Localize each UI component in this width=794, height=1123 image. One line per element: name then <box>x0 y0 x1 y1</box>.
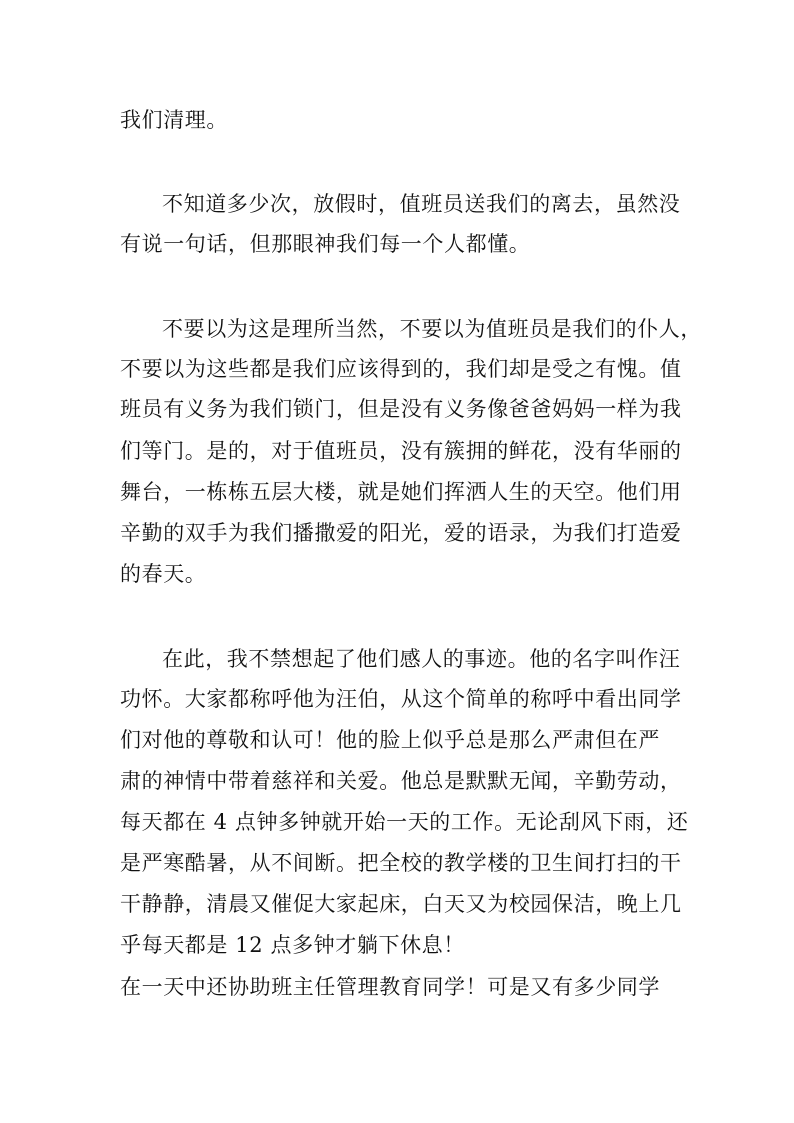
text-line: 辛勤的双手为我们播撒爱的阳光，爱的语录，为我们打造爱 <box>120 521 682 545</box>
text-line: 有说一句话，但那眼神我们每一个人都懂。 <box>120 232 531 256</box>
text-line: 在此，我不禁想起了他们感人的事迹。他的名字叫作汪 <box>162 647 681 671</box>
text-line: 不要以为这是理所当然，不要以为值班员是我们的仆人， <box>162 317 702 341</box>
text-line: 的春天。 <box>120 562 207 586</box>
text-line: 是严寒酷暑，从不间断。把全校的教学楼的卫生间打扫的干 <box>120 851 682 875</box>
text-line: 不要以为这些都是我们应该得到的，我们却是受之有愧。值 <box>120 357 682 381</box>
text-line: 肃的神情中带着慈祥和关爱。他总是默默无闻，辛勤劳动， <box>120 769 682 793</box>
text-line: 乎每天都是 12 点多钟才躺下休息！ <box>120 933 465 957</box>
text-line: 们等门。是的，对于值班员，没有簇拥的鲜花，没有华丽的 <box>120 439 682 463</box>
text-line: 不知道多少次，放假时，值班员送我们的离去，虽然没 <box>162 192 681 216</box>
text-line: 干静静，清晨又催促大家起床，白天又为校园保洁，晚上几 <box>120 892 682 916</box>
text-line: 功怀。大家都称呼他为汪伯，从这个简单的称呼中看出同学 <box>120 687 682 711</box>
text-line: 班员有义务为我们锁门，但是没有义务像爸爸妈妈一样为我 <box>120 397 682 421</box>
text-line: 们对他的尊敬和认可！他的脸上似乎总是那么严肃但在严 <box>120 728 660 752</box>
text-line: 在一天中还协助班主任管理教育同学！可是又有多少同学 <box>120 975 660 999</box>
text-line: 舞台，一栋栋五层大楼，就是她们挥洒人生的天空。他们用 <box>120 480 682 504</box>
text-line: 每天都在 4 点钟多钟就开始一天的工作。无论刮风下雨，还 <box>120 810 689 834</box>
text-line: 我们清理。 <box>120 108 228 132</box>
